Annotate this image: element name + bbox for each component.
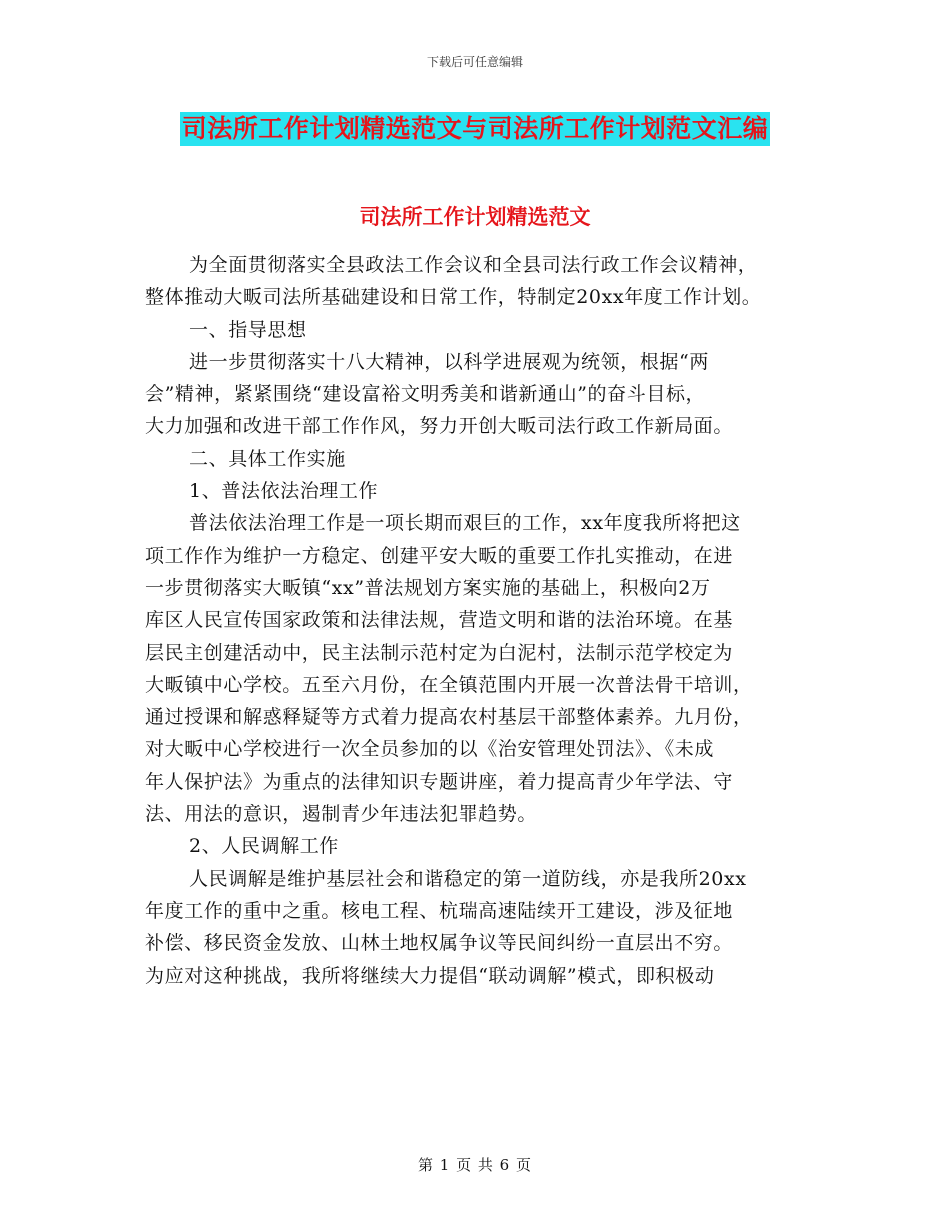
body-line: 年度工作的重中之重。核电工程、杭瑞高速陆续开工建设，涉及征地 [145, 899, 734, 922]
body-line: 法、用法的意识，遏制青少年违法犯罪趋势。 [145, 803, 538, 826]
body-line: 层民主创建活动中，民主法制示范村定为白泥村，法制示范学校定为 [145, 641, 734, 664]
body-line: 年人保护法》为重点的法律知识专题讲座，着力提高青少年学法、守 [145, 770, 734, 793]
body-line: 2、人民调解工作 [189, 835, 339, 858]
body-line: 大力加强和改进干部工作作风，努力开创大畈司法行政工作新局面。 [145, 415, 734, 438]
page-footer: 第 1 页 共 6 页 [418, 1156, 532, 1174]
body-line: 进一步贯彻落实十八大精神，以科学进展观为统领，根据“两 [189, 350, 709, 373]
body-line: 1、普法依法治理工作 [189, 480, 379, 503]
body-line: 项工作作为维护一方稳定、创建平安大畈的重要工作扎实推动，在进 [145, 544, 734, 567]
body-line: 一步贯彻落实大畈镇“xx”普法规划方案实施的基础上，积极向2万 [145, 576, 711, 599]
body-line: 普法依法治理工作是一项长期而艰巨的工作，xx年度我所将把这 [189, 512, 741, 535]
body-line: 通过授课和解惑释疑等方式着力提高农村基层干部整体素养。九月份， [145, 706, 753, 729]
body-line: 库区人民宣传国家政策和法律法规，营造文明和谐的法治环境。在基 [145, 609, 734, 632]
body-line: 为应对这种挑战，我所将继续大力提倡“联动调解”模式，即积极动 [145, 964, 715, 987]
body-line: 为全面贯彻落实全县政法工作会议和全县司法行政工作会议精神， [189, 254, 758, 276]
body-line: 一、指导思想 [189, 318, 307, 341]
body-line: 二、具体工作实施 [189, 447, 346, 470]
body-text [145, 249, 825, 992]
body-line: 整体推动大畈司法所基础建设和日常工作，特制定20xx年度工作计划。 [145, 286, 762, 309]
section-title: 司法所工作计划精选范文 [359, 204, 591, 229]
document-title: 司法所工作计划精选范文与司法所工作计划范文汇编 [180, 112, 771, 146]
body-line: 会”精神，紧紧围绕“建设富裕文明秀美和谐新通山”的奋斗目标， [145, 383, 706, 406]
body-line: 补偿、移民资金发放、山林土地权属争议等民间纠纷一直层出不穷。 [145, 932, 734, 955]
body-line: 人民调解是维护基层社会和谐稳定的第一道防线，亦是我所20xx [189, 867, 747, 890]
body-line: 对大畈中心学校进行一次全员参加的以《治安管理处罚法》、《未成 [145, 738, 715, 761]
document-title-container [0, 112, 950, 146]
header-note: 下载后可任意编辑 [426, 55, 523, 69]
body-line: 大畈镇中心学校。五至六月份，在全镇范围内开展一次普法骨干培训， [145, 673, 753, 696]
